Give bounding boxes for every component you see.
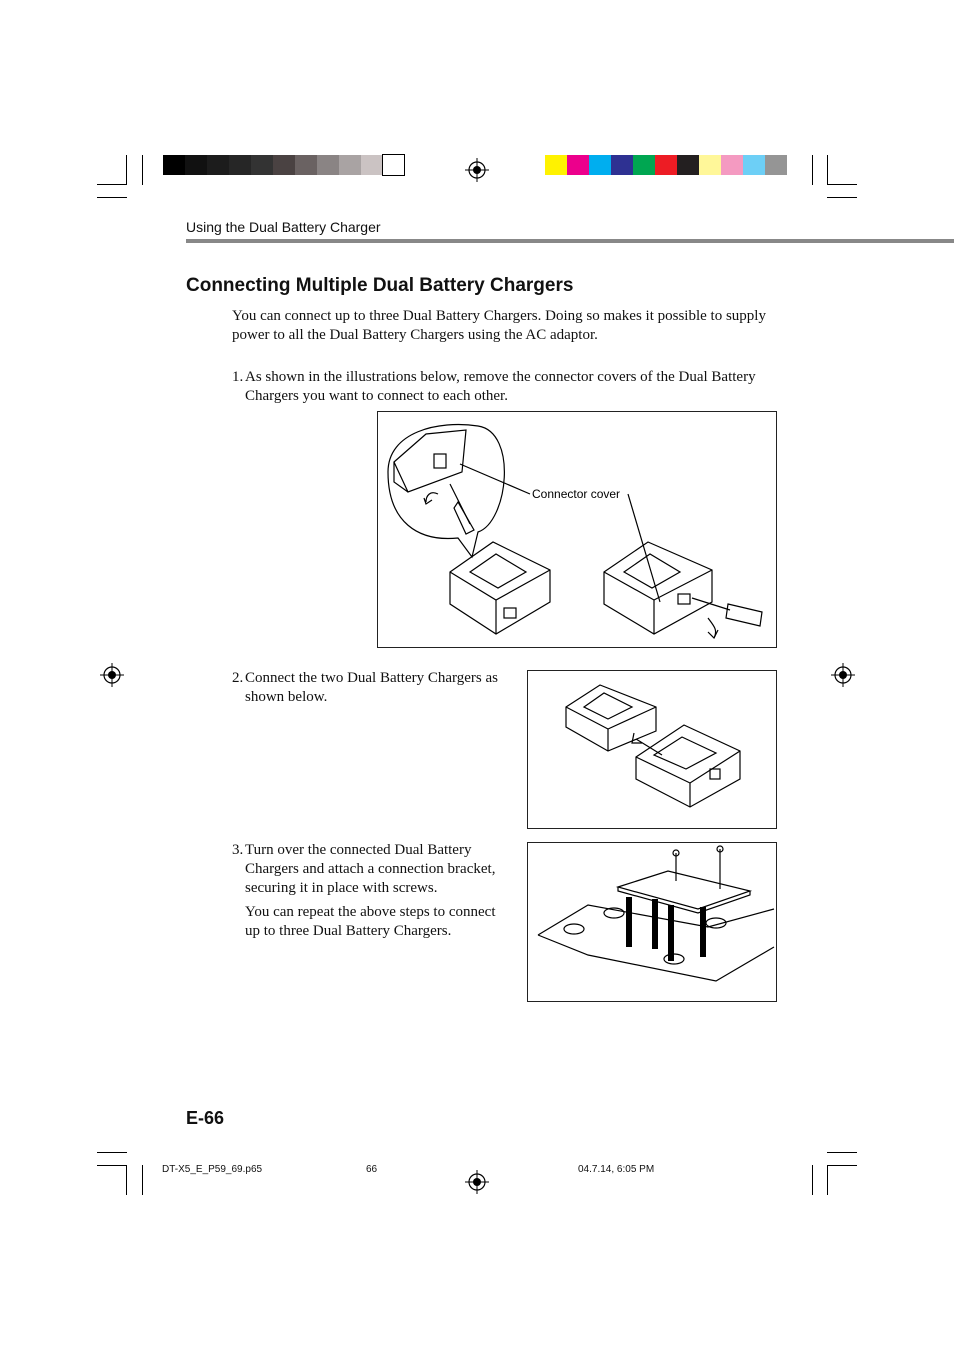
color-swatch — [339, 155, 361, 175]
step-3 — [232, 841, 512, 941]
color-swatch — [567, 155, 589, 175]
step-text: As shown in the illustrations below, remove the connector covers of the Dual Battery Chargers you want to connect to each other. — [245, 369, 756, 404]
color-swatch — [317, 155, 339, 175]
color-swatch — [743, 155, 765, 175]
registration-mark-icon — [831, 663, 855, 687]
color-swatch — [207, 155, 229, 175]
figure-remove-connector-cover — [377, 411, 777, 648]
registration-mark-icon — [465, 158, 489, 182]
color-swatch — [545, 155, 567, 175]
step-2 — [232, 669, 512, 707]
color-swatch — [185, 155, 207, 175]
page-number: E-66 — [186, 1108, 225, 1128]
color-swatch — [677, 155, 699, 175]
registration-mark-icon — [100, 663, 124, 687]
color-swatch — [655, 155, 677, 175]
footer-timestamp: 04.7.14, 6:05 PM — [578, 1164, 655, 1175]
color-swatch — [163, 155, 185, 175]
step-number: 2. — [232, 670, 244, 686]
color-swatch — [251, 155, 273, 175]
color-swatch — [383, 155, 404, 175]
bracket-illustration — [528, 843, 776, 1001]
header-rule — [186, 239, 954, 243]
step-text: Turn over the connected Dual Battery Chargers and attach a connection bracket, securing it in place with screws. — [245, 842, 496, 896]
color-swatch — [361, 155, 383, 175]
figure-attach-bracket — [527, 842, 777, 1002]
color-swatch — [633, 155, 655, 175]
registration-mark-icon — [465, 1170, 489, 1194]
connector-cover-callout: Connector cover — [532, 487, 621, 501]
step-number: 3. — [232, 842, 244, 858]
figure-connect-chargers — [527, 670, 777, 829]
intro-paragraph: You can connect up to three Dual Battery Chargers. Doing so makes it possible to supply power to all the Dual Battery Chargers using the AC adaptor. — [232, 308, 766, 343]
footer-filename: DT-X5_E_P59_69.p65 — [162, 1164, 263, 1175]
charger-illustration — [378, 412, 776, 647]
footer-page: 66 — [366, 1164, 378, 1175]
color-swatch — [229, 155, 251, 175]
step-note: You can repeat the above steps to connect up to three Dual Battery Chargers. — [245, 904, 496, 939]
color-swatch — [295, 155, 317, 175]
color-swatch — [721, 155, 743, 175]
step-1 — [232, 368, 780, 406]
section-title: Connecting Multiple Dual Battery Chargers — [186, 275, 574, 296]
color-swatch — [273, 155, 295, 175]
step-text: Connect the two Dual Battery Chargers as shown below. — [245, 670, 498, 705]
running-header: Using the Dual Battery Charger — [186, 219, 381, 235]
color-swatch — [699, 155, 721, 175]
color-swatch — [765, 155, 787, 175]
color-swatch — [611, 155, 633, 175]
color-swatch — [589, 155, 611, 175]
step-number: 1. — [232, 369, 244, 385]
connected-chargers-illustration — [528, 671, 776, 828]
